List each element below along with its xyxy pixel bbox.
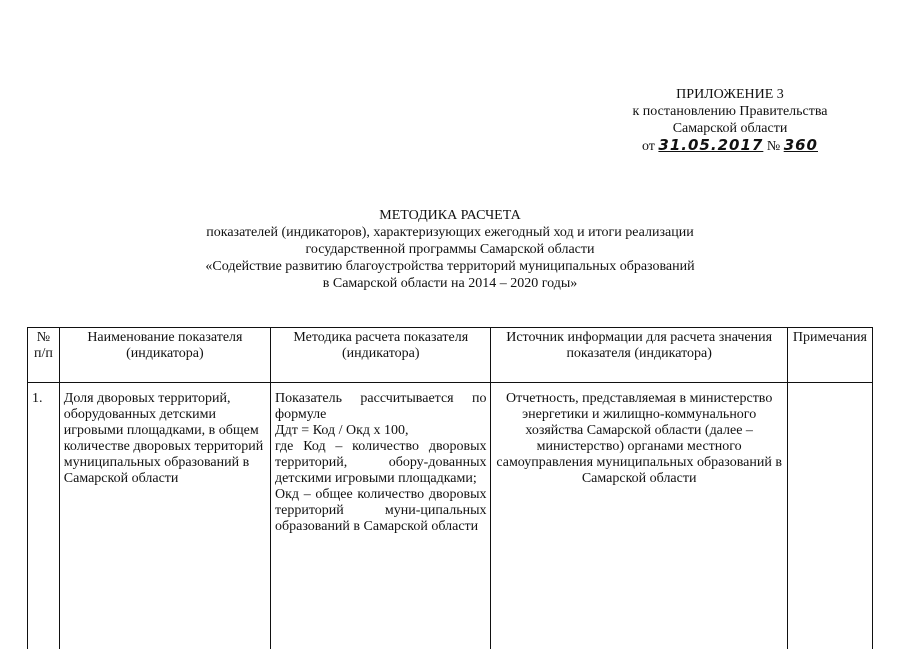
header-method: Методика расчета показателя (индикатора) — [271, 328, 491, 383]
title-heading: МЕТОДИКА РАСЧЕТА — [120, 207, 780, 224]
title-line-3: «Содействие развитию благоустройства территорий муниципальных образований — [120, 258, 780, 275]
title-line-1: показателей (индикаторов), характеризующих ежегодный ход и итоги реализации — [120, 224, 780, 241]
header-num: № п/п — [28, 328, 60, 383]
header-source: Источник информации для расчета значения показателя (индикатора) — [491, 328, 787, 383]
method-intro: Показатель рассчитывается по формуле — [275, 391, 486, 423]
date-prefix: от — [642, 139, 655, 154]
appendix-title: ПРИЛОЖЕНИЕ 3 — [600, 86, 860, 103]
appendix-block — [600, 86, 860, 155]
number-prefix: № — [767, 139, 780, 154]
table-row — [28, 383, 873, 649]
method-where: где Код – количество дворовых территорий, обору-дованных детскими игровыми площадками; — [275, 439, 486, 487]
title-line-4: в Самарской области на 2014 – 2020 годы» — [120, 275, 780, 292]
appendix-decree: к постановлению Правительства — [600, 103, 860, 120]
header-name: Наименование показателя (индикатора) — [59, 328, 270, 383]
row-source: Отчетность, представляемая в министерство энергетики и жилищно-коммунального хозяйства Самарской области (далее – министерство) органами местного самоуправления муниципальных образований в Самарской области — [491, 383, 787, 649]
handwritten-date: 31.05.2017 — [658, 136, 763, 154]
method-total: Окд – общее количество дворовых территорий муни-ципальных образований в Самарской области — [275, 487, 486, 535]
document-title — [120, 207, 780, 292]
title-line-2: государственной программы Самарской области — [120, 241, 780, 258]
handwritten-number: 360 — [784, 136, 818, 154]
row-method — [271, 383, 491, 649]
indicators-table — [27, 327, 873, 649]
method-formula: Ддт = Код / Окд х 100, — [275, 423, 486, 439]
row-num: 1. — [28, 383, 60, 649]
appendix-date-line — [600, 137, 860, 155]
table-header-row — [28, 328, 873, 383]
row-name: Доля дворовых территорий, оборудованных детскими игровыми площадками, в общем количестве дворовых территорий муниципальных образований в Самарской области — [59, 383, 270, 649]
header-notes: Примечания — [787, 328, 872, 383]
row-notes — [787, 383, 872, 649]
appendix-region: Самарской области — [600, 120, 860, 137]
